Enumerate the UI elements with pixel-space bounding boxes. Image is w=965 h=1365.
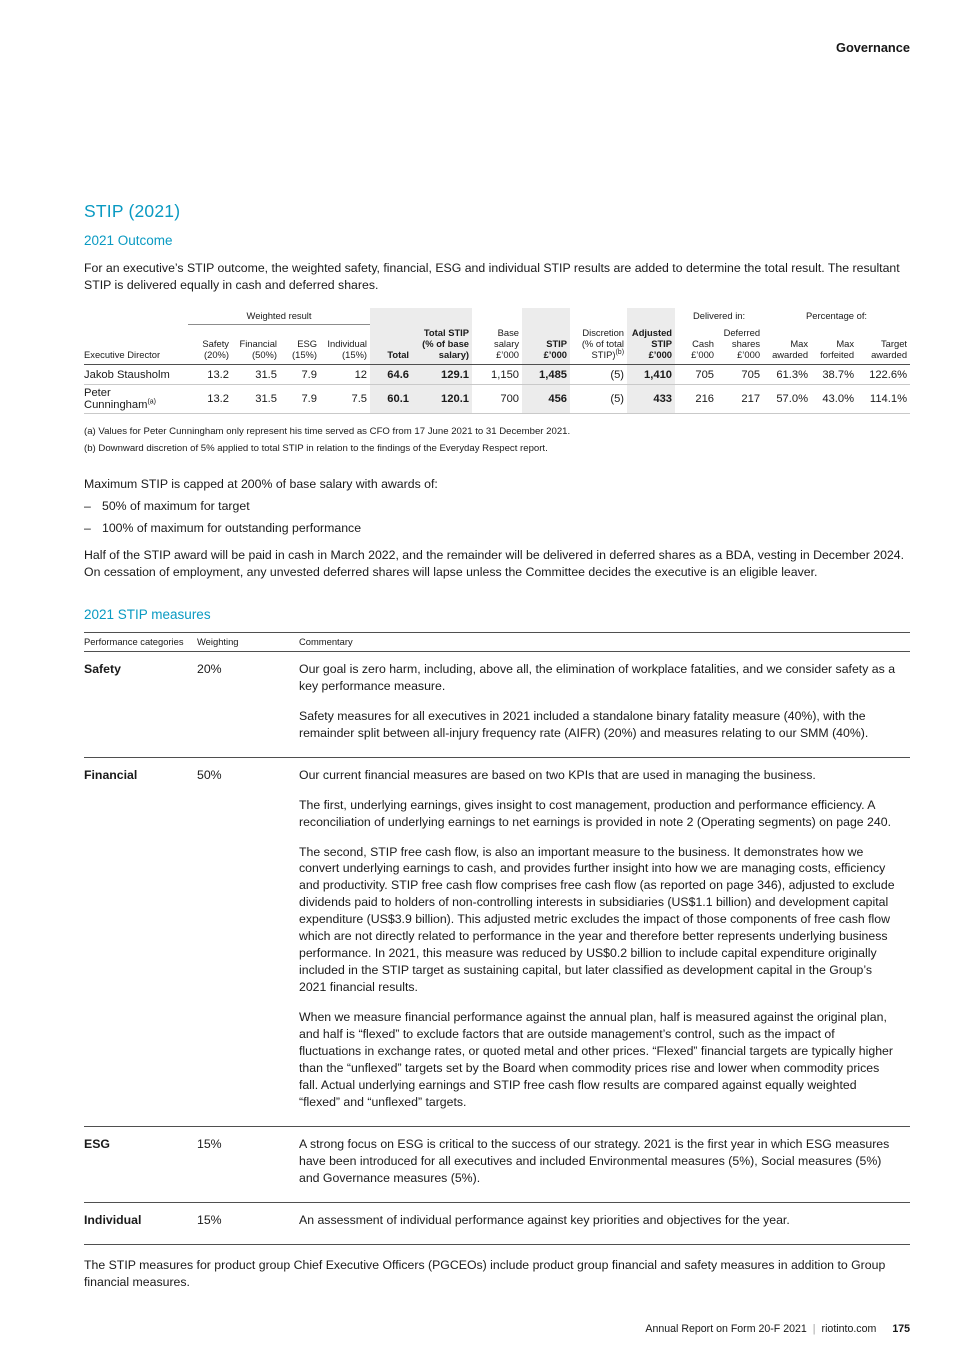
- value-cell: 7.5: [320, 385, 370, 414]
- commentary-paragraph: A strong focus on ESG is critical to the success of our strategy. 2021 is the first year in which ESG measures have been introduced for all executives and included Environmental measures (5%), Social measures (5%) and Governance measures (5%).: [299, 1137, 890, 1185]
- commentary-paragraph: The first, underlying earnings, gives insight to cost management, production and performance efficiency. A reconciliation of underlying earnings to net earnings is provided in note 2 (Operating segments) on page 240.: [299, 797, 891, 829]
- group-header-delivered-in: Delivered in:: [692, 310, 746, 322]
- page-footer: [645, 1323, 910, 1335]
- group-header-weighted-result: Weighted result: [188, 308, 370, 325]
- value-cell: 1,150: [472, 365, 522, 385]
- footer-separator: |: [812, 1323, 816, 1335]
- value-cell: 60.1: [370, 385, 412, 414]
- value-cell: 13.2: [188, 385, 232, 414]
- outcome-table-group-row: [84, 308, 910, 325]
- measures-table: [84, 632, 910, 1245]
- commentary-cell: [299, 651, 910, 757]
- weighting-value: 15%: [197, 1127, 299, 1203]
- footer-site: riotinto.com: [821, 1323, 877, 1335]
- value-cell: 57.0%: [763, 385, 811, 414]
- value-cell: 120.1: [412, 385, 472, 414]
- commentary-paragraph: The second, STIP free cash flow, is also an important measure to the business. It demonstrates how we convert underlying earnings to cash, and provides further insight into how we are managing costs, efficiency and productivity. STIP free cash flow comprises free cash flow (as reported on page 346), adjusted to exclude dividends paid to holders of non-controlling interests in subsidiaries (US$1.1 billion) and development capital expenditure (US$3.9 billion). This adjusted metric excludes the impact of those components of free cash flow which are not directly related to performance in the year and therefore better represents underlying business performance. In 2021, this measure was reduced by US$0.2 billion to include capital expenditure originally included in the STIP target as sustaining capital, but later classified as development capital in the Group’s 2021 financial results.: [299, 844, 895, 995]
- executive-name: Jakob Stausholm: [84, 365, 188, 385]
- value-cell: 129.1: [412, 365, 472, 385]
- commentary-cell: [299, 1202, 910, 1244]
- weighting-value: 15%: [197, 1202, 299, 1244]
- value-cell: 217: [717, 385, 763, 414]
- value-cell: 122.6%: [857, 365, 910, 385]
- value-cell: 1,410: [627, 365, 675, 385]
- stip-cap-line: Maximum STIP is capped at 200% of base salary with awards of:: [84, 476, 438, 491]
- value-cell: 61.3%: [763, 365, 811, 385]
- bullet-text: 100% of maximum for outstanding performance: [102, 520, 362, 535]
- weighting-value: 20%: [197, 651, 299, 757]
- value-cell: 43.0%: [811, 385, 857, 414]
- col-header-adjusted-stip: Adjusted STIP £’000: [627, 325, 675, 365]
- weighting-value: 50%: [197, 757, 299, 1126]
- footnote-marker-a: (a): [147, 398, 157, 406]
- page-number: 175: [892, 1323, 910, 1335]
- col-header-weighting: Weighting: [197, 632, 299, 651]
- bullet-dash: –: [84, 498, 91, 513]
- value-cell: 705: [717, 365, 763, 385]
- col-header-max-forfeited: Max forfeited: [811, 325, 857, 365]
- col-header-total: Total: [370, 325, 412, 365]
- table-row-peter-cunningham: [84, 385, 910, 414]
- col-header-total-stip: Total STIP (% of base salary): [412, 325, 472, 365]
- category-label: ESG: [84, 1127, 197, 1203]
- col-header-deferred-shares: Deferred shares £’000: [717, 325, 763, 365]
- outcome-table: [84, 308, 910, 414]
- measures-header-row: [84, 632, 910, 651]
- commentary-paragraph: Our current financial measures are based on two KPIs that are used in managing the business.: [299, 767, 816, 782]
- col-header-executive-director: Executive Director: [84, 325, 188, 365]
- closing-paragraph: The STIP measures for product group Chief Executive Officers (PGCEOs) include product group financial and safety measures in addition to Group financial measures.: [84, 1257, 886, 1289]
- value-cell: 38.7%: [811, 365, 857, 385]
- bullet-target: [84, 499, 910, 513]
- commentary-paragraph: Our goal is zero harm, including, above all, the elimination of workplace fatalities, and we consider safety as a key performance measure.: [299, 661, 896, 693]
- category-label: Safety: [84, 651, 197, 757]
- col-header-stip: STIP £’000: [522, 325, 570, 365]
- bullet-dash: –: [84, 520, 91, 535]
- page-title: STIP (2021): [84, 201, 181, 221]
- col-header-discretion: Discretion (% of total STIP)$^{(b)}$: [570, 325, 627, 365]
- value-cell: 12: [320, 365, 370, 385]
- col-header-target-awarded: Target awarded: [857, 325, 910, 365]
- value-cell: 64.6: [370, 365, 412, 385]
- table-row-jakob-stausholm: [84, 365, 910, 385]
- footer-report-title: Annual Report on Form 20-F 2021: [645, 1323, 807, 1335]
- col-header-performance-categories: Performance categories: [84, 632, 197, 651]
- table-row-safety: [84, 651, 910, 757]
- commentary-paragraph: Safety measures for all executives in 2021 included a standalone binary fatality measure (40%), with the remainder split between all-injury frequency rate (AIFR) (20%) and measures relating to our SMM (40%).: [299, 708, 869, 740]
- value-cell: 114.1%: [857, 385, 910, 414]
- bullet-outstanding: [84, 521, 910, 535]
- commentary-paragraph: When we measure financial performance against the annual plan, half is measured against the original plan, and half is “flexed” to exclude factors that are outside management’s control, such as the impact of fluctuations in exchange rates, or quoted metal and other prices. “Flexed” financial targets are typically higher than the “unflexed” targets set by the Board when commodity prices rise and lower when commodity prices fall. Actual underlying earnings and STIP free cash flow results are compared against equally weighted “flexed” and “unflexed” targets.: [299, 1010, 893, 1110]
- value-cell: 456: [522, 385, 570, 414]
- executive-name: Peter Cunningham$^{(a)}$: [84, 385, 188, 414]
- outcome-table-header-row: [84, 325, 910, 365]
- footnote-b: (b) Downward discretion of 5% applied to total STIP in relation to the findings of the Everyday Respect report.: [84, 443, 548, 455]
- value-cell: 705: [675, 365, 717, 385]
- col-header-max-awarded: Max awarded: [763, 325, 811, 365]
- col-header-cash: Cash £’000: [675, 325, 717, 365]
- col-header-individual: Individual (15%): [320, 325, 370, 365]
- value-cell: 216: [675, 385, 717, 414]
- footnote-a: (a) Values for Peter Cunningham only represent his time served as CFO from 17 June 2021 to 31 December 2021.: [84, 426, 571, 437]
- section-label: Governance: [836, 40, 910, 55]
- commentary-cell: [299, 757, 910, 1126]
- col-header-commentary: Commentary: [299, 632, 910, 651]
- footnotes: [84, 425, 910, 457]
- footnote-marker-b: (b): [615, 348, 625, 356]
- category-label: Financial: [84, 757, 197, 1126]
- col-header-base-salary: Base salary £’000: [472, 325, 522, 365]
- group-header-percentage-of: Percentage of:: [806, 310, 868, 322]
- value-cell: (5): [570, 385, 627, 414]
- delivery-paragraph: Half of the STIP award will be paid in cash in March 2022, and the remainder will be delivered in deferred shares as a BDA, vesting in December 2024. On cessation of employment, any unvested deferred shares will lapse unless the Committee decides the executive is an eligible leaver.: [84, 547, 905, 579]
- value-cell: 700: [472, 385, 522, 414]
- col-header-safety: Safety (20%): [188, 325, 232, 365]
- col-header-financial: Financial (50%): [232, 325, 280, 365]
- outcome-intro: For an executive’s STIP outcome, the weighted safety, financial, ESG and individual STIP results are added to determine the total result. The resultant STIP is delivered equally in cash and deferred shares.: [84, 261, 900, 292]
- value-cell: 7.9: [280, 385, 320, 414]
- outcome-heading: 2021 Outcome: [84, 233, 173, 248]
- value-cell: (5): [570, 365, 627, 385]
- measures-heading: 2021 STIP measures: [84, 606, 211, 622]
- value-cell: 13.2: [188, 365, 232, 385]
- table-row-esg: [84, 1127, 910, 1203]
- value-cell: 1,485: [522, 365, 570, 385]
- table-row-individual: [84, 1202, 910, 1244]
- bullet-text: 50% of maximum for target: [102, 498, 250, 513]
- value-cell: 433: [627, 385, 675, 414]
- col-header-esg: ESG (15%): [280, 325, 320, 365]
- category-label: Individual: [84, 1202, 197, 1244]
- commentary-cell: [299, 1127, 910, 1203]
- table-row-financial: [84, 757, 910, 1126]
- value-cell: 7.9: [280, 365, 320, 385]
- value-cell: 31.5: [232, 385, 280, 414]
- value-cell: 31.5: [232, 365, 280, 385]
- commentary-paragraph: An assessment of individual performance against key priorities and objectives for the year.: [299, 1212, 790, 1227]
